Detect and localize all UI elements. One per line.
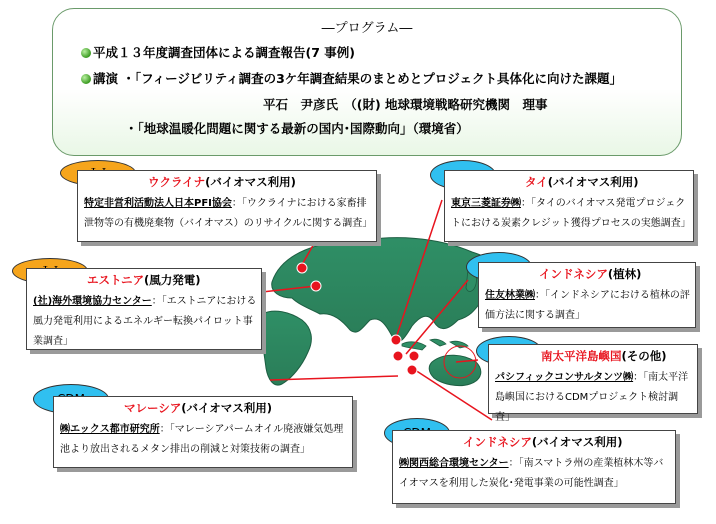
indonesia-islands — [402, 339, 468, 350]
card-body — [495, 368, 693, 428]
program-item-trends: ・「地球温暖化問題に関する最新の国内･国際動向」（環境省） — [125, 121, 469, 136]
org-name: 住友林業㈱ — [485, 290, 535, 301]
card-indonesia-biomass — [392, 430, 676, 504]
card-title — [148, 172, 296, 192]
country-name: タイ — [525, 175, 548, 189]
program-item-report — [81, 43, 355, 61]
country-name: 南太平洋島嶼国 — [541, 349, 622, 363]
country-name: マレーシア — [124, 401, 182, 415]
card-thailand — [444, 170, 694, 242]
card-malaysia — [53, 396, 353, 468]
card-body — [485, 286, 691, 326]
program-title: ―プログラム― — [321, 21, 413, 36]
country-name: インドネシア — [463, 435, 532, 449]
country-name: ウクライナ — [148, 175, 206, 189]
card-estonia — [26, 268, 262, 350]
org-name: パシフィックコンサルタンツ㈱ — [495, 372, 634, 383]
bullet-icon — [81, 48, 91, 58]
africa-landmass — [262, 311, 311, 385]
card-indonesia-forestry — [478, 262, 696, 328]
card-title — [539, 264, 641, 284]
project-description: ：「ウクライナにおける家畜排泄物等の有機廃棄物（バイオマス）のリサイクルに関する調査」 — [84, 198, 373, 229]
bullet-icon — [81, 74, 91, 84]
project-description: ：「南スマトラ州の産業植林木等バイオマスを利用した炭化･発電事業の可能性調査」 — [399, 458, 664, 489]
card-body — [399, 454, 671, 494]
org-name: ㈱エックス都市研究所 — [60, 424, 160, 435]
project-description: ：「インドネシアにおける植林の評価方法に関する調査」 — [485, 290, 690, 321]
country-name: インドネシア — [539, 267, 608, 281]
card-ukraine — [77, 170, 377, 242]
project-type: (バイオマス利用) — [547, 175, 639, 189]
org-name: 東京三菱証券㈱ — [451, 198, 521, 209]
card-body — [60, 420, 348, 460]
project-type: (バイオマス利用) — [205, 175, 296, 189]
program-item-lecture — [81, 69, 622, 87]
card-title — [525, 172, 638, 192]
program-box — [52, 8, 682, 156]
australia-landmass — [429, 355, 481, 385]
project-type: (その他) — [621, 349, 667, 363]
project-description: ：「南太平洋島嶼国におけるCDMプロジェクト検討調査」 — [495, 372, 689, 423]
project-description: ：「エストニアにおける風力発電利用によるエネルギー転換パイロット事業調査」 — [33, 296, 257, 347]
card-body — [451, 194, 689, 234]
project-description: ：「タイのバイオマス発電プロジェクトにおける炭素クレジット獲得プロセスの実態調査」 — [451, 198, 691, 229]
program-speaker: 平石 尹彦氏 （(財) 地球環境戦略研究機関 理事 — [263, 97, 548, 112]
project-type: (バイオマス利用) — [181, 401, 272, 415]
country-name: エストニア — [87, 273, 145, 287]
project-description: ：「マレーシアパームオイル廃液嫌気処理池より放出されるメタン排出の削減と対策技術の調査」 — [60, 424, 344, 455]
card-title — [541, 346, 667, 366]
card-title — [87, 270, 201, 290]
project-type: (風力発電) — [144, 273, 201, 287]
card-body — [84, 194, 372, 234]
project-type: (バイオマス利用) — [531, 435, 623, 449]
card-title — [124, 398, 272, 418]
org-name: 特定非営利活動法人日本PFI協会 — [84, 198, 232, 209]
card-south-pacific — [488, 344, 698, 423]
org-name: (社)海外環境協力センター — [33, 296, 152, 307]
program-item-text: 平成１３年度調査団体による調査報告(7 事例) — [93, 45, 355, 60]
org-name: ㈱関西総合環境センター — [399, 458, 509, 469]
card-body — [33, 292, 257, 352]
card-title — [463, 432, 623, 452]
program-item-text: 講演 ・「フィージビリティ調査の3ケ年調査結果のまとめとプロジェクト具体化に向けた課題」 — [93, 71, 623, 86]
project-type: (植林) — [607, 267, 642, 281]
